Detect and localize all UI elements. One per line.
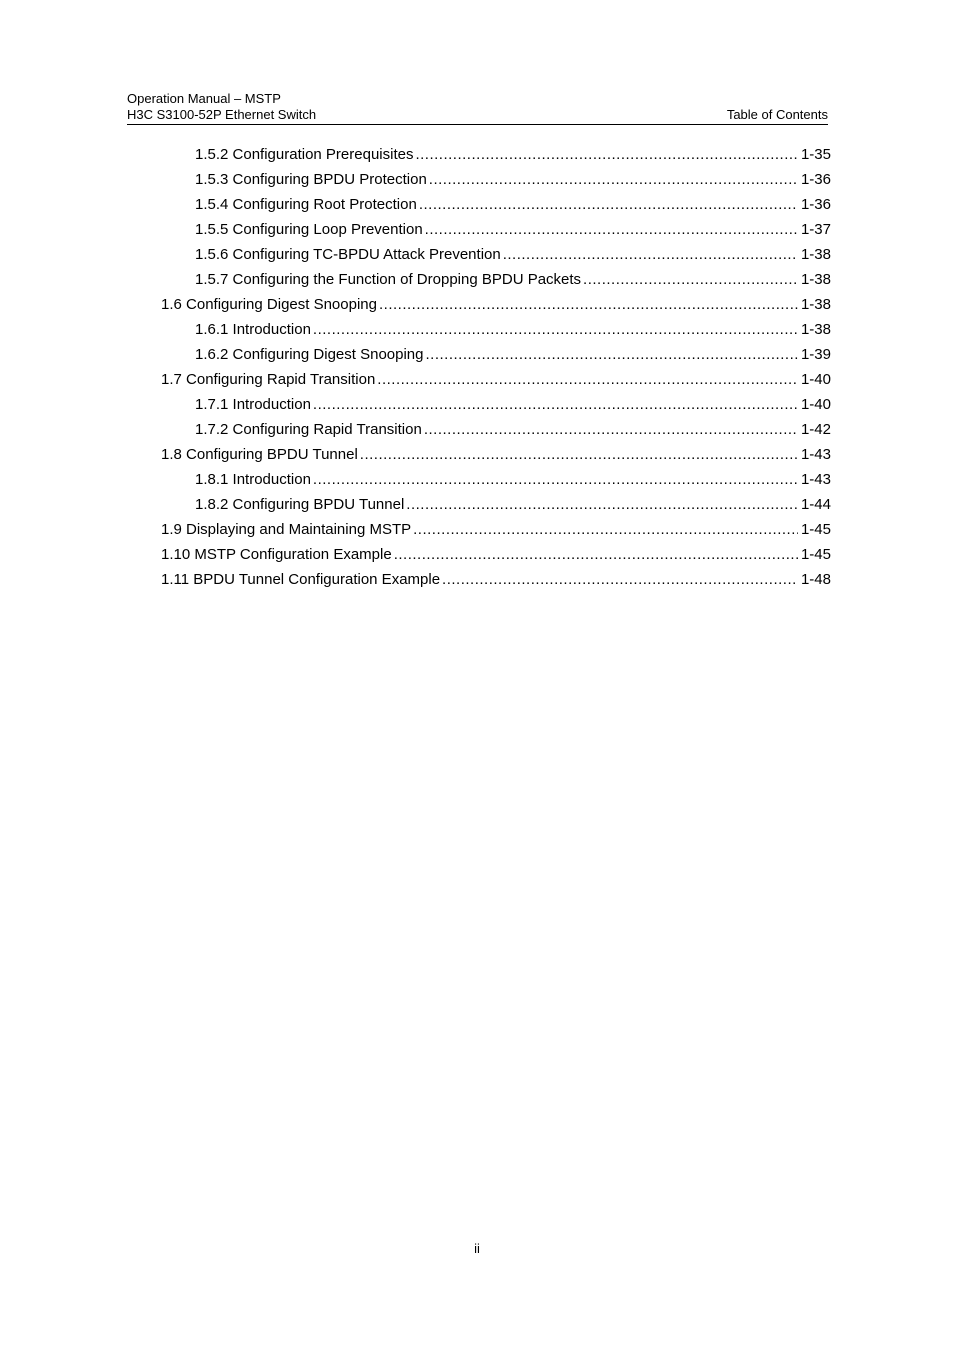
toc-entry[interactable] xyxy=(161,292,831,317)
header-manual-title: Operation Manual – MSTP xyxy=(127,91,281,106)
toc-entry-title: 1.8 Configuring BPDU Tunnel xyxy=(161,446,358,463)
toc-entry-title: 1.5.6 Configuring TC-BPDU Attack Prevention xyxy=(195,246,501,263)
toc-entry-page: 1-38 xyxy=(800,296,831,313)
toc-dot-leader xyxy=(313,317,798,342)
page-number: ii xyxy=(474,1241,480,1256)
toc-entry-title: 1.5.5 Configuring Loop Prevention xyxy=(195,221,423,238)
toc-entry[interactable] xyxy=(195,467,831,492)
toc-entry-title: 1.5.2 Configuration Prerequisites xyxy=(195,146,414,163)
toc-entry-title: 1.5.4 Configuring Root Protection xyxy=(195,196,417,213)
toc-entry-page: 1-35 xyxy=(800,146,831,163)
toc-entry[interactable] xyxy=(161,542,831,567)
toc-entry-page: 1-44 xyxy=(800,496,831,513)
toc-entry[interactable] xyxy=(161,442,831,467)
toc-entry-page: 1-43 xyxy=(800,446,831,463)
toc-entry-title: 1.6.1 Introduction xyxy=(195,321,311,338)
toc-entry[interactable] xyxy=(195,317,831,342)
toc-entry-title: 1.7.1 Introduction xyxy=(195,396,311,413)
header-product-name: H3C S3100-52P Ethernet Switch xyxy=(127,107,317,122)
toc-entry[interactable] xyxy=(195,392,831,417)
toc-entry[interactable] xyxy=(161,367,831,392)
toc-dot-leader xyxy=(425,217,798,242)
toc-dot-leader xyxy=(442,567,798,592)
toc-entry-page: 1-36 xyxy=(800,171,831,188)
toc-dot-leader xyxy=(313,467,798,492)
page-header xyxy=(127,90,828,125)
toc-entry-title: 1.11 BPDU Tunnel Configuration Example xyxy=(161,571,441,588)
toc-entry[interactable] xyxy=(195,167,831,192)
header-document-info xyxy=(127,91,316,123)
toc-entry-title: 1.6.2 Configuring Digest Snooping xyxy=(195,346,424,363)
toc-entry-title: 1.10 MSTP Configuration Example xyxy=(161,546,392,563)
toc-entry-title: 1.5.3 Configuring BPDU Protection xyxy=(195,171,427,188)
toc-entry[interactable] xyxy=(195,342,831,367)
toc-dot-leader xyxy=(583,267,798,292)
toc-dot-leader xyxy=(313,392,798,417)
toc-entry-title: 1.8.1 Introduction xyxy=(195,471,311,488)
toc-dot-leader xyxy=(360,442,798,467)
toc-dot-leader xyxy=(394,542,798,567)
toc-entry-title: 1.7.2 Configuring Rapid Transition xyxy=(195,421,422,438)
toc-entry-title: 1.9 Displaying and Maintaining MSTP xyxy=(161,521,412,538)
toc-entry[interactable] xyxy=(195,217,831,242)
toc-entry-page: 1-37 xyxy=(800,221,831,238)
toc-dot-leader xyxy=(419,192,798,217)
toc-entry[interactable] xyxy=(195,192,831,217)
toc-dot-leader xyxy=(377,367,798,392)
toc-entry-page: 1-38 xyxy=(800,321,831,338)
toc-entry[interactable] xyxy=(195,142,831,167)
toc-entry-title: 1.7 Configuring Rapid Transition xyxy=(161,371,376,388)
toc-entry[interactable] xyxy=(161,567,831,592)
toc-dot-leader xyxy=(379,292,798,317)
toc-dot-leader xyxy=(424,417,798,442)
toc-entry-page: 1-45 xyxy=(800,546,831,563)
toc-entry-page: 1-43 xyxy=(800,471,831,488)
toc-entry-title: 1.5.7 Configuring the Function of Dropping BPDU Packets xyxy=(195,271,582,288)
toc-dot-leader xyxy=(429,167,798,192)
toc-dot-leader xyxy=(413,517,798,542)
toc-entry[interactable] xyxy=(195,417,831,442)
toc-entry[interactable] xyxy=(195,492,831,517)
toc-entry-page: 1-38 xyxy=(800,271,831,288)
header-section-name: Table of Contents xyxy=(726,107,828,122)
toc-entry[interactable] xyxy=(195,267,831,292)
toc-dot-leader xyxy=(406,492,798,517)
toc-entry-page: 1-36 xyxy=(800,196,831,213)
toc-entry[interactable] xyxy=(161,517,831,542)
toc-entry[interactable] xyxy=(195,242,831,267)
toc-entry-title: 1.8.2 Configuring BPDU Tunnel xyxy=(195,496,405,513)
toc-entry-page: 1-39 xyxy=(800,346,831,363)
toc-entry-page: 1-40 xyxy=(800,371,831,388)
toc-entry-page: 1-40 xyxy=(800,396,831,413)
toc-entry-page: 1-38 xyxy=(800,246,831,263)
toc-entry-title: 1.6 Configuring Digest Snooping xyxy=(161,296,377,313)
toc-dot-leader xyxy=(426,342,798,367)
toc-entry-page: 1-45 xyxy=(800,521,831,538)
toc-entry-page: 1-42 xyxy=(800,421,831,438)
toc-dot-leader xyxy=(503,242,798,267)
toc-entry-page: 1-48 xyxy=(800,571,831,588)
toc-dot-leader xyxy=(415,142,798,167)
